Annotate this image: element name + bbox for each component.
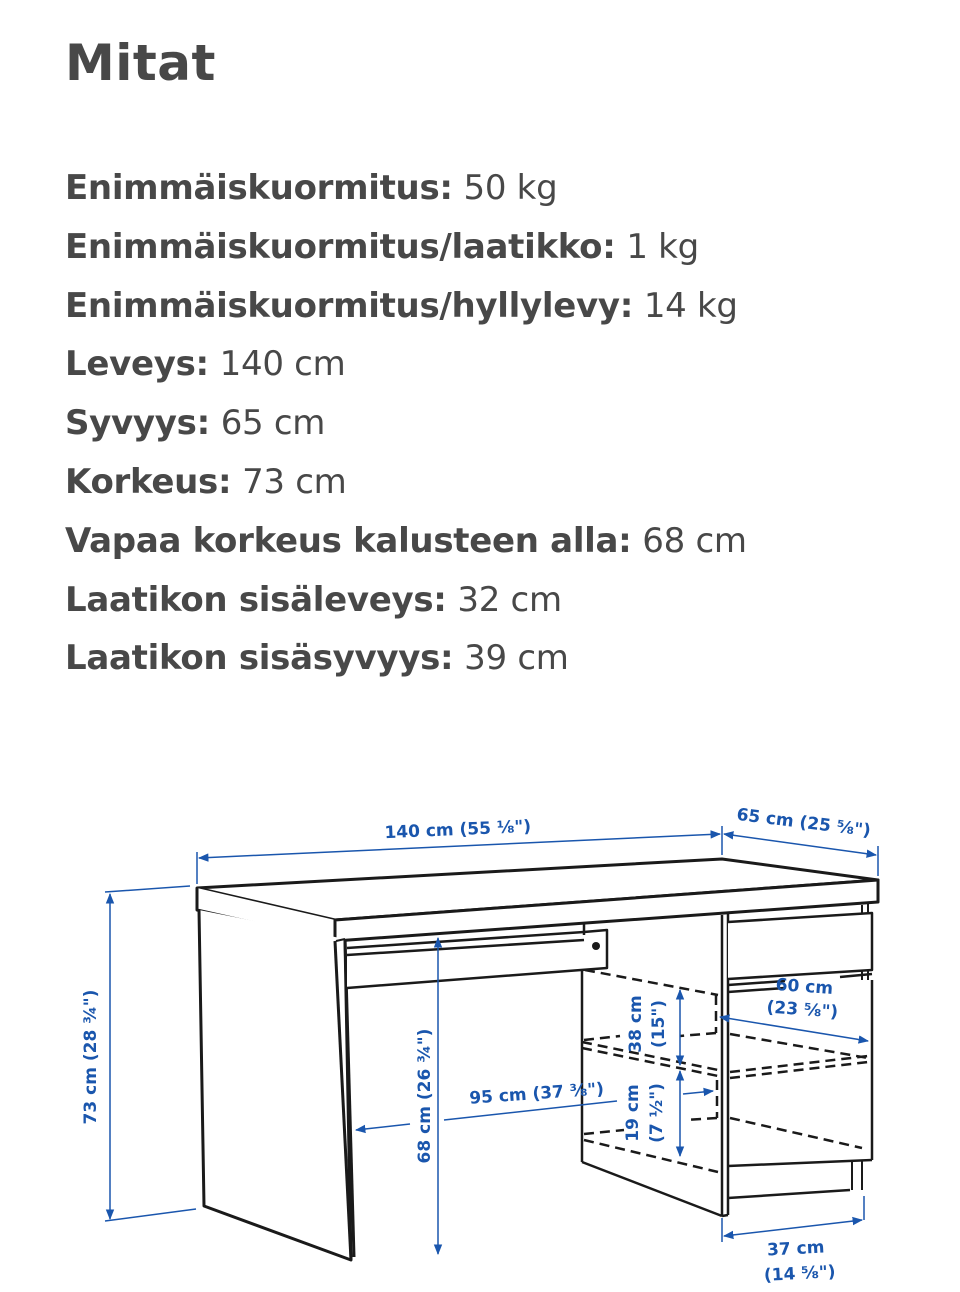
spec-max-load-shelf — [65, 284, 747, 343]
dim-shelf-upper-inch-label: (15") — [649, 999, 669, 1049]
spec-drawer-inner-width — [65, 578, 747, 637]
spec-max-load — [65, 166, 747, 225]
dim-depth-label: 65 cm (25 ⅝") — [735, 804, 872, 842]
page-title: Mitat — [65, 34, 216, 92]
spec-value: 65 cm — [220, 403, 326, 444]
spec-clearance — [65, 519, 747, 578]
dim-shelf-depth-inch-label: (23 ⅝") — [765, 997, 839, 1023]
spec-label: Vapaa korkeus kalusteen alla: — [65, 520, 632, 561]
spec-width — [65, 342, 747, 401]
dim-shelf-upper-label: 38 cm — [626, 995, 646, 1053]
spec-value: 50 kg — [463, 168, 558, 208]
dim-shelf-depth-label: 60 cm — [775, 975, 834, 999]
spec-max-load-drawer — [65, 225, 747, 284]
spec-value: 68 cm — [642, 520, 747, 561]
spec-value: 32 cm — [457, 579, 562, 620]
spec-label: Syvyys: — [65, 403, 210, 444]
dim-width-label: 140 cm (55 ⅛") — [384, 816, 532, 844]
spec-value: 14 kg — [643, 285, 738, 326]
spec-label: Laatikon sisäleveys: — [65, 579, 447, 620]
spec-label: Korkeus: — [65, 461, 232, 502]
spec-label: Laatikon sisäsyvyys: — [65, 638, 454, 679]
desk-dimension-diagram — [0, 790, 960, 1292]
spec-label: Enimmäiskuormitus/laatikko: — [65, 226, 616, 267]
dim-cabinet-width-inch-label: (14 ⅝") — [763, 1262, 837, 1286]
spec-value: 1 kg — [626, 226, 699, 267]
spec-label: Enimmäiskuormitus: — [65, 168, 453, 208]
spec-list — [65, 166, 747, 695]
spec-depth — [65, 401, 747, 460]
spec-label: Leveys: — [65, 344, 209, 385]
desk-illustration — [197, 859, 878, 1260]
spec-height — [65, 460, 747, 519]
spec-drawer-inner-depth — [65, 636, 747, 695]
spec-value: 73 cm — [242, 461, 347, 502]
dim-height-label: 73 cm (28 ¾") — [81, 989, 101, 1125]
dim-knee-width-label: 95 cm (37 ⅜") — [468, 1079, 605, 1109]
dim-shelf-lower-label: 19 cm — [623, 1084, 643, 1142]
dim-cabinet-width-label: 37 cm — [766, 1237, 825, 1261]
spec-label: Enimmäiskuormitus/hyllylevy: — [65, 285, 633, 326]
dim-clearance-label: 68 cm (26 ¾") — [415, 1028, 435, 1164]
dim-shelf-lower-inch-label: (7 ½") — [647, 1083, 667, 1143]
spec-value: 140 cm — [219, 344, 346, 385]
spec-value: 39 cm — [464, 638, 569, 679]
